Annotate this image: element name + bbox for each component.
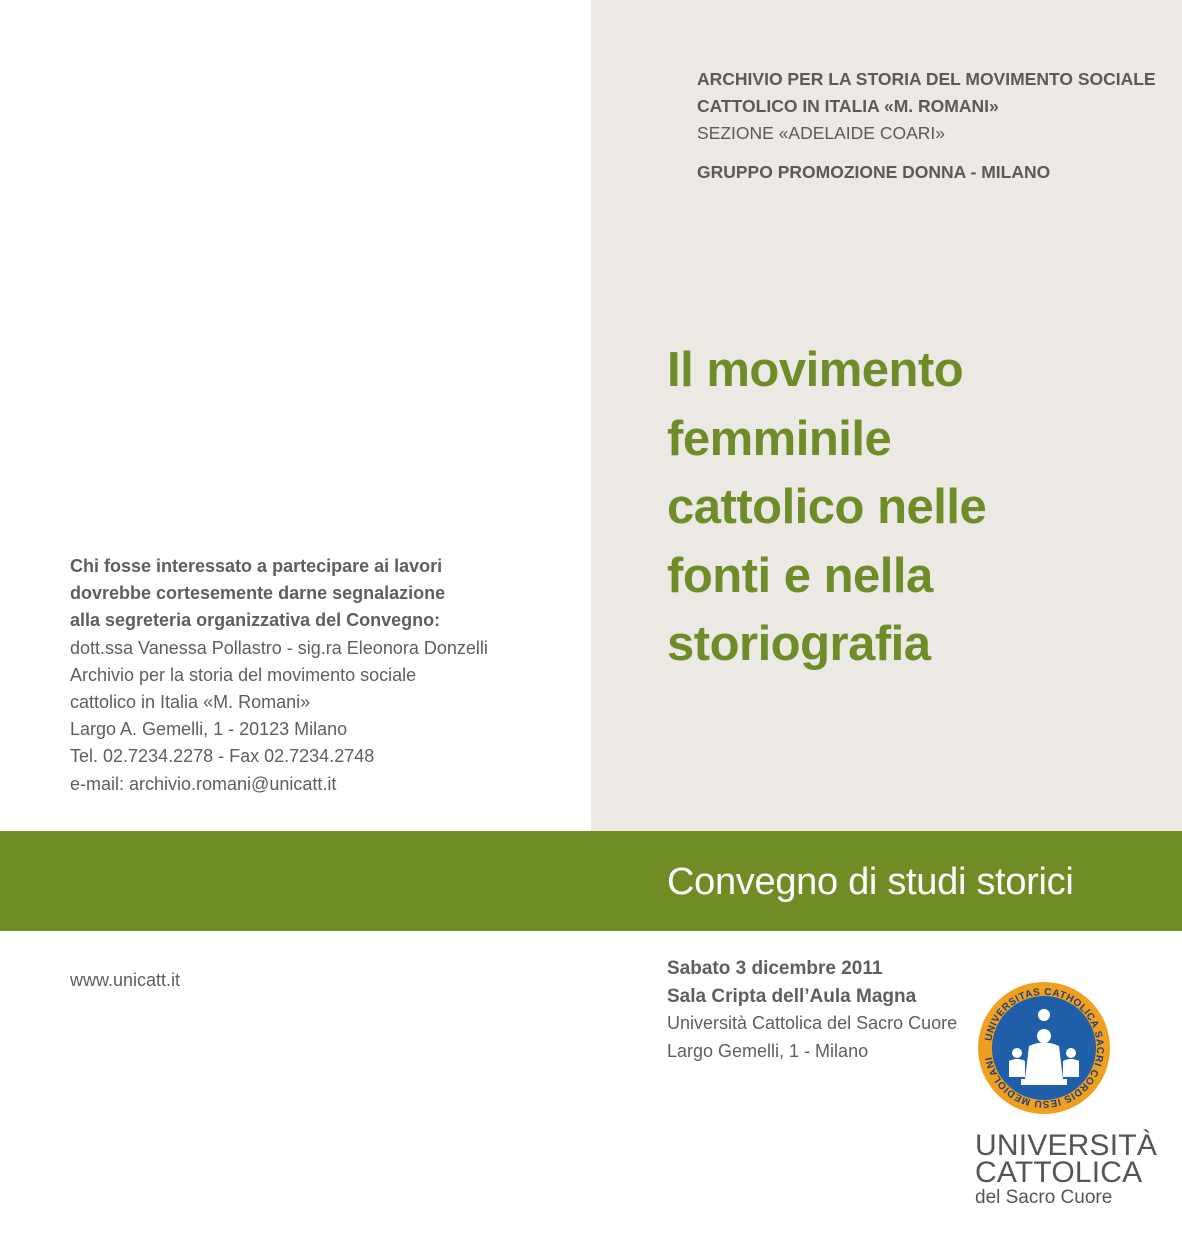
event-block	[667, 955, 967, 1065]
logo-line-sacro-cuore: del Sacro Cuore	[975, 1187, 1113, 1208]
contact-org-line-2: cattolico in Italia «M. Romani»	[70, 692, 311, 713]
title-line: Il movimento	[667, 343, 964, 397]
contact-address: Largo A. Gemelli, 1 - 20123 Milano	[70, 719, 348, 740]
group-name: GRUPPO PROMOZIONE DONNA - MILANO	[697, 162, 1051, 182]
event-room: Sala Cripta dell’Aula Magna	[667, 985, 917, 1007]
title-line: cattolico nelle	[667, 480, 987, 534]
contact-phone: Tel. 02.7234.2278 - Fax 02.7234.2748	[70, 746, 375, 767]
event-address: Largo Gemelli, 1 - Milano	[667, 1040, 869, 1061]
website-link[interactable]: www.unicatt.it	[70, 970, 181, 990]
contact-names: dott.ssa Vanessa Pollastro - sig.ra Eleonora Donzelli	[70, 637, 488, 658]
event-venue: Università Cattolica del Sacro Cuore	[667, 1013, 958, 1033]
event-date: Sabato 3 dicembre 2011	[667, 958, 883, 979]
title-line: fonti e nella	[667, 548, 933, 603]
main-title	[667, 336, 1167, 679]
seal-inscription: UNIVERSITAS CATHOLICA SACRI CORDIS IESU MEDIOLANI	[983, 986, 1106, 1110]
title-line: femminile	[667, 411, 892, 466]
subtitle: Convegno di studi storici	[667, 861, 1074, 903]
title-line: storiografia	[667, 617, 931, 671]
archive-name-line-2: CATTOLICO IN ITALIA «M. ROMANI»	[697, 96, 999, 116]
contact-intro-line: dovrebbe cortesemente darne segnalazione	[70, 583, 446, 604]
organizers-block	[697, 66, 1167, 186]
logo-line-cattolica: CATTOLICA	[975, 1156, 1143, 1189]
archive-name-line-1: ARCHIVIO PER LA STORIA DEL MOVIMENTO SOCIALE	[697, 69, 1156, 89]
contact-org-line-1: Archivio per la storia del movimento sociale	[70, 664, 417, 685]
logo-line-universita: UNIVERSITÀ	[975, 1129, 1158, 1162]
contact-intro-line: Chi fosse interessato a partecipare ai lavori	[70, 556, 443, 576]
contact-block	[70, 553, 570, 798]
university-logo	[975, 1129, 1175, 1208]
contact-intro-line: alla segreteria organizzativa del Convegno:	[70, 610, 441, 631]
contact-email[interactable]: e-mail: archivio.romani@unicatt.it	[70, 773, 337, 794]
section-name: SEZIONE «ADELAIDE COARI»	[697, 123, 945, 143]
university-seal	[977, 981, 1111, 1115]
